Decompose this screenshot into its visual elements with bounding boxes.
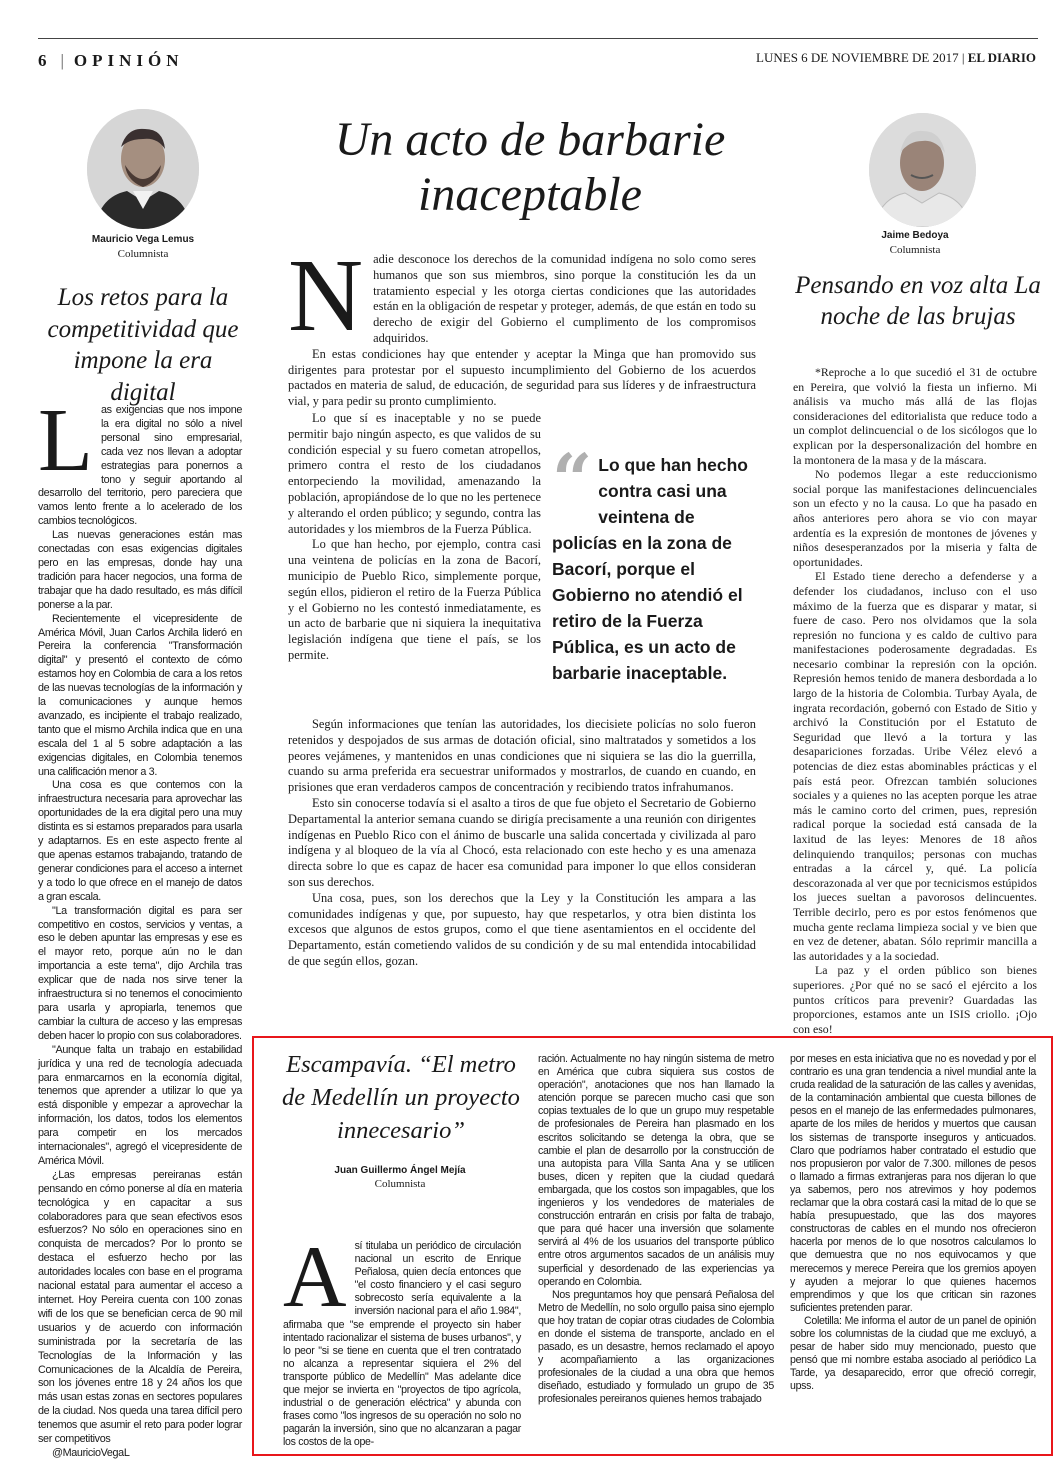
paragraph: ración. Actualmente no hay ningún sistema de metro en América que cubra siquiera sus costos de operación", anotaciones que nos han llamado la atención porque se parecen mucho casi que son copias textuales de lo que un grupo muy respetable de profesionales de Pereira han plasmado en los escritos solicitando se detenga la obra, que se cambie el plan de desarrollo por la construcción de una autopista para Villa Santa Ana y se utilicen buses, dicen y repiten que la ciudad quedará embargada, que los costos son impagables, que los ingenieros y los vendedores de materiales de construcción entrarán en crisis por falta de trabajo, que para qué hacer una inversión que solamente servirá al 4% de los usuarios del transporte público entre otros argumentos sacados de un análisis muy superficial y desordenado de las experiencias ya operando en Colombia. bbox=[538, 1053, 774, 1288]
paragraph: "Aunque falta un trabajo en estabilidad jurídica y una red de tecnología adecuada para enmarcarnos en la economía digital, tenemos que aprender a utilizar lo que ya está disponible y empezar a aprovechar la información, los datos, todos los elementos para competir en los mercados internacionales", agregó el vicepresidente de América Móvil. bbox=[38, 1043, 242, 1167]
paragraph: Nadie desconoce los derechos de la comunidad indígena no solo como seres humanos que son sus miembros, sino porque la constitución les da un tratamiento especial y les otorga ciertas condiciones que las autoridades están en la obligación de respetar y proteger, además, de que están en todo su derecho de exigir del Gobierno el cumplimento de los compromisos adquiridos. bbox=[288, 238, 756, 353]
paragraph: La paz y el orden público son bienes superiores. ¿Por qué no se sacó el ejército a los puntos críticos para prevenir? Guardadas las proporciones, estamos ante un ISIS criollo. ¡Ojo con eso! bbox=[793, 963, 1037, 1036]
author-name-left: Mauricio Vega Lemus bbox=[91, 234, 195, 245]
paragraph: Según informaciones que tenían las autoridades, los diecisiete policías no solo fueron retenidos y despojados de sus armas de dotación oficial, sino maltratados y sometidos a los peores vejámenes, y mantenidos en unas condiciones que ni siquiera se las dio la guerrilla, cuando su arma preferida era secuestrar uniformados y mostrarlos, de cuando en cuando, en prisiones que eran verdaderos campos de concentración y recibiendo tratos infrahumanos. bbox=[288, 717, 756, 795]
editorial-intro bbox=[288, 238, 756, 410]
paragraph: Las exigencias que nos impone la era digital no sólo a nivel personal sino empresarial, cada vez nos llevan a adoptar estrategias para ponernos a tono y seguir aportando al desarrollo del territorio, pero pareciera que vamos lento frente a lo acelerado de los cambios tecnológicos. bbox=[38, 391, 242, 528]
paragraph: En estas condiciones hay que entender y aceptar la Minga que han promovido sus dirigentes para protestar por el supuesto incumplimiento del Gobierno de los acuerdos pactados en materia de salud, de educación, de seguridad para sus líderes y de infraestructura vial, y para pedir su pronto cumplimiento. bbox=[288, 346, 756, 409]
portrait-icon bbox=[87, 109, 199, 229]
dropcap: A bbox=[283, 1229, 347, 1326]
section-name: OPINIÓN bbox=[73, 51, 184, 70]
portrait-icon bbox=[869, 113, 976, 227]
paper-name: EL DIARIO bbox=[967, 50, 1036, 65]
bottom-article-title: Escampavía. “El metro de Medellín un proyecto innecesario” bbox=[282, 1051, 520, 1144]
author-name-right: Jaime Bedoya bbox=[881, 230, 949, 241]
column-title-right: Pensando en voz alta La noche de las brujas bbox=[795, 272, 1041, 330]
section-header: 6 | OPINIÓN bbox=[38, 51, 184, 70]
paragraph: ¿Las empresas pereiranas están pensando en cómo ponerse al día en materia tecnológica y en capacitar a sus colaboradores para que sean efectivos esos esfuerzos? No sólo en operaciones sino en conquista de mercados? Por lo pronto se destaca el esfuerzo hecho por las autoridades locales con base en el programa nacional estatal para aumentar el acceso a internet. Hoy Pereira cuenta con 100 zonas wifi de los que se benefician cerca de 90 mil usuarios y de acuerdo con información suministrada por la secretaría de las Tecnologías de la Información y las Comunicaciones de la Alcaldía de Pereira, son los jóvenes entre 18 y 24 años los que más usan estas zonas en sectores populares de la ciudad. Nos queda una tarea difícil pero tenemos que asumir el reto para poder lograr ser competitivos bbox=[38, 1168, 242, 1446]
paragraph: Una cosa, pues, son los derechos que la Ley y la Constitución les ampara a las comunidades indígenas y que, por supuesto, hay que respetarlos, y otra bien distinta los excesos que algunos de estos grupos, como el que tiene asentamientos en el occidente del Departamento, están cometiendo validos de su condición y de su mal entendida intocabilidad de que según ellos, gozan. bbox=[288, 890, 756, 968]
bottom-article-author-role: Columnista bbox=[374, 1178, 426, 1190]
columnist-photo-left bbox=[87, 109, 199, 229]
paragraph: Lo que sí es inaceptable y no se puede permitir bajo ningún aspecto, es que validos de su condición especial y su fuero cometan atropellos, primero contra el resto de los ciudadanos entorpeciendo la movilidad, amenazando la población, apropiándose de lo que no les pertenece y alterando el orden público; y segundo, contra las autoridades y los miembros de la Fuerza Pública. bbox=[288, 411, 541, 536]
paragraph: Una cosa es que contemos con la infraestructura necesaria para aprovechar las oportunidades de la era digital pero una muy distinta es si estamos preparados para usarla y adaptarnos. Es en este aspecto frente al que apenas estamos trabajando, tratando de generar condiciones para el acceso a internet y a todo lo que ofrece en el manejo de datos a gran escala. bbox=[38, 779, 242, 903]
top-rule bbox=[38, 38, 1038, 39]
paragraph: por meses en esta iniciativa que no es novedad y por el contrario es una gran tendencia a nivel mundial ante la cruda realidad de la saturación de las calles y avenidas, de la contaminación ambiental que cuesta billones de pesos en el manejo de las enfermedades pulmonares, aparte de los miles de heridos y muertos que causan los sistemas de transporte inseguros y anticuados. Claro que podríamos haber contratado el estudio que nos propusieron por valor de 7.300. millones de pesos o llamado a firmas extranjeras para nos dijeran lo que ya sabemos, pero nos atrevimos y hoy podemos reclamar que la obra costará casi la mitad de lo que se había presupuestado, que las dos mayores constructoras de cables en el mundo nos ofrecieron hacerla por menos de lo que nosotros calculamos lo que demuestra que no nos equivocamos y que merecemos y merece Pereira que los gremios apoyen y ayuden a mejorar lo que quienes hacemos emprendimos y que los que critican sin razones suficientes pretenden parar. bbox=[790, 1053, 1036, 1314]
column-title-left: Los retos para la competitividad que impone la era digital bbox=[47, 284, 239, 406]
paragraph: Recientemente el vicepresidente de América Móvil, Juan Carlos Archila lideró en Pereira la conferencia "Transformación digital" y presentó el contexto de cómo estamos hoy en Colombia de cara a los retos de las nuevas tecnologías de la información y la comunicaciones y aunque hemos avanzado, es incipiente el trabajo realizado, tanto que el mismo Archila indica que en una escala del 1 al 5 sobre adaptación a las exigencias digitales, en Colombia tenemos una calificación menor a 3. bbox=[38, 612, 242, 778]
paragraph: Así titulaba un periódico de circulación nacional un escrito de Enrique Peñalosa, quien decía entonces que "el costo financiero y el casi seguro sobrecosto sería equivalente a la inversión nacional para el año 1.984", afirmaba que "se emprende el proyecto sin haber intentado racionalizar el sistema de buses urbanos", y lo peor "si se tiene en cuenta que el tren contratado no alcanza a representar siquiera el 2% del transporte público de Medellín" Mas adelante dice que mejor se invierta en "proyectos de tipo agrícola, industrial o de generación eléctrica" y abunda con frases como "los ingresos de su operación no solo no pagarán la inversión, sino que no alcanzaran a pagar los costos de la ope- bbox=[283, 1229, 521, 1449]
pull-quote bbox=[552, 438, 752, 686]
paragraph: Coletilla: Me informa el autor de un panel de opinión sobre los columnistas de la ciudad que me excluyó, a pesar de haber sido muy mencionado, puesto que pensó que mi nombre estaba asociado al periódico La Tarde, ya desaparecido, error que ofreció corregir, upss. bbox=[790, 1314, 1036, 1393]
paragraph: *Reproche a lo que sucedió el 31 de octubre en Pereira, que volvió la fiesta un infierno. Mi análisis va mucho más allá de las flojas consideraciones del editorialista que reduce todo a un complot delincuencial o de los sicólogos que lo explican por la despersonalización del hombre en la montonera de la masa y de la máscara. bbox=[793, 365, 1037, 467]
paragraph: "La transformación digital es para ser competitivo en costos, servicios y ventas, a eso le deben apuntar las empresas y ese es el mayor reto, porque aún no le dan importancia a este tema", dijo Archila tras explicar que de nada nos sirve tener la infraestructura si no tenemos el conocimiento para usarla y apropiarla, tenemos que cambiar la cultura de acceso y las empresas deben hacer lo propio con sus colaboradores. bbox=[38, 904, 242, 1042]
dropcap: L bbox=[38, 391, 93, 490]
paragraph: No podemos llegar a este reduccionismo social porque las manifestaciones delincuenciales son un efecto y no la causa. Lo que ha pasado en años anteriores pero ahora se vio con mayar ardentía es la expresión de montones de jóvenes y niños desesperanzados por la miseria y falta de oportunidades. bbox=[793, 467, 1037, 569]
editorial-narrow-column bbox=[288, 411, 541, 664]
publication-date: LUNES 6 DE NOVIEMBRE DE 2017 | bbox=[756, 50, 965, 65]
paragraph: El Estado tiene derecho a defenderse y a defender los ciudadanos, incluso con el uso máximo de la fuerza que es disparar y matar, si fuere de caso. Pero nos olvidamos que la sola represión no funciona y es caldo de cultivo para manifestaciones poderosamente degradadas. Es necesario combinar la represión con la opción. Represión hemos tenido de manera desbordada a lo largo de la historia de Colombia. Turbay Ayala, de ingrata recordación, gobernó con Estado de Sitio y archivó la Constitución por el Estatuto de Seguridad que llevó a la tortura y las desapariciones forzadas. Uribe Vélez elevó a potencias de diez estas abominables prácticas y el país está peor. Ofrezcan también soluciones sociales y a quienes no las acepten porque les atrae más le camino corto del crimen, pues, represión radical porque la sociedad está cansada de la laxitud de las leyes: Menores de 18 años delinquiendo tranquilos; personas con muchas entradas a la cárcel y, qué. La policía descorazonada al ver que por tecnicismos estúpidos los jueces sueltan a pavorosos delincuentes. Terrible decirlo, pero es por estos fenómenos que mucha gente reclama limpieza social y ve bien que en vez de detener, abatan. Sólo reprimir mancilla a las autoridades y a la sociedad. bbox=[793, 569, 1037, 963]
author-role-right: Columnista bbox=[889, 244, 941, 256]
pull-quote-text: Lo que han hecho contra casi una veintena de policías en la zona de Bacorí, porque el Gobierno no atendió el retiro de la Fuerza Pública, es un acto de barbarie inaceptable. bbox=[552, 455, 748, 683]
bottom-article-col2 bbox=[538, 1053, 774, 1407]
page-number: 6 bbox=[38, 51, 47, 70]
author-handle: @MauricioVegaL bbox=[52, 1446, 130, 1459]
author-role-left: Columnista bbox=[117, 248, 169, 260]
columnist-photo-right bbox=[869, 113, 976, 227]
editorial-title: Un acto de barbarie inaceptable bbox=[334, 113, 726, 221]
date-header bbox=[756, 50, 1036, 66]
editorial-body bbox=[288, 717, 756, 970]
bottom-article-col1 bbox=[283, 1229, 521, 1450]
paragraph: Las nuevas generaciones están mas conectadas con esas exigencias digitales pero en las empresas, donde hay una tradición para hacer negocios, una forma de trabajar que ha dado resultado, es más difícil ponerse a la par. bbox=[38, 529, 242, 611]
paragraph: Esto sin conocerse todavía si el asalto a tiros de que fue objeto el Secretario de Gobierno Departamental la anterior semana cuando se dirigía precisamente a una reunión con dirigentes indígenas en Pueblo Rico con el ánimo de buscarle una salida concertada y civilizada al paro indígena y al bloqueo de la vía al Chocó, esta relacionado con este hecho y es una amenaza directa sobre lo que es capaz de hacer esa comunidad para imponer lo que ellos consideran son sus derechos. bbox=[288, 795, 756, 889]
bottom-article-col3 bbox=[790, 1053, 1036, 1393]
paragraph: Lo que han hecho, por ejemplo, contra casi una veintena de policías en la zona de Bacorí, municipio de Pueblo Rico, simplemente porque, según ellos, pidieron el retiro de la Fuerza Pública y el Gobierno no les contestó inmediatamente, es un acto de barbarie que ni siquiera la inequitativa legislación indígena que tiene el país, se los permite. bbox=[288, 537, 541, 662]
column-body-right bbox=[793, 365, 1037, 1036]
paragraph: Nos preguntamos hoy que pensará Peñalosa del Metro de Medellín, no solo orgullo paisa sino ejemplo que hoy tratan de copiar otras ciudades de Colombia en donde el sistema de transporte, anclado en el pasado, es un desastre, hemos reclamado el apoyo y acompañamiento a las organizaciones profesionales de la ciudad a una obra que hemos diseñado, estudiado y formulado un grupo de 35 profesionales pereiranos quienes hemos trabajado bbox=[538, 1288, 774, 1406]
bottom-article-author: Juan Guillermo Ángel Mejía bbox=[334, 1165, 466, 1176]
quote-mark-icon: “ bbox=[552, 438, 593, 521]
column-body-left bbox=[38, 391, 242, 1461]
dropcap: N bbox=[288, 238, 364, 353]
